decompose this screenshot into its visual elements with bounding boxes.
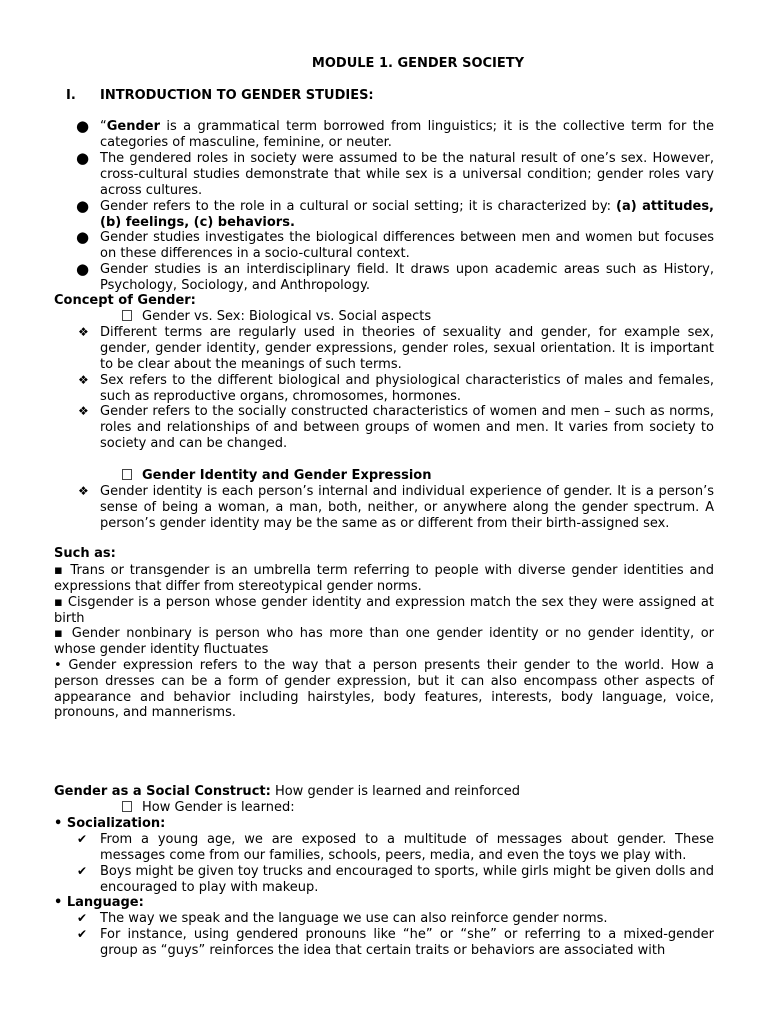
checkbox-square-icon	[122, 469, 132, 480]
subheading-identity: Gender Identity and Gender Expression	[122, 468, 622, 484]
section-title: INTRODUCTION TO GENDER STUDIES:	[100, 88, 374, 103]
language-heading: • Language:	[54, 895, 144, 910]
diamond-bullet-icon: ❖	[78, 325, 89, 339]
identity-item-trans: ▪ Trans or transgender is an umbrella term referring to people with diverse gender identities and expressions that differ from stereotypical gender norms.	[54, 563, 714, 594]
socialization-point-1: From a young age, we are exposed to a multitude of messages about gender. These messages come from our families, schools, peers, media, and even the toys we play with.	[100, 832, 714, 863]
identity-item-cisgender: ▪ Cisgender is a person whose gender identity and expression match the sex they were assigned at birth	[54, 595, 714, 626]
concept-point-1: Different terms are regularly used in theories of sexuality and gender, for example sex, gender, gender identity, gender expressions, gender roles, sexual orientation. It is important to be clear about the meanings of such terms.	[100, 325, 714, 372]
subheading-gender-vs-sex: Gender vs. Sex: Biological vs. Social aspects	[122, 309, 622, 325]
subheading-how-learned: How Gender is learned:	[122, 800, 622, 816]
section-number: I.	[66, 88, 76, 103]
bullet-dot-icon: ●	[76, 228, 90, 246]
concept-heading: Concept of Gender:	[54, 293, 196, 308]
socialization-point-2: Boys might be given toy trucks and encouraged to sports, while girls might be given dolls and encouraged to play with makeup.	[100, 864, 714, 895]
bullet-dot-icon: ●	[76, 117, 90, 135]
diamond-bullet-icon: ❖	[78, 373, 89, 387]
construct-heading: Gender as a Social Construct: How gender is learned and reinforced	[54, 784, 520, 799]
bullet-dot-icon: ●	[76, 260, 90, 278]
identity-point-1: Gender identity is each person’s internal and individual experience of gender. It is a person’s sense of being a woman, a man, both, neither, or anywhere along the gender spectrum. A person’s gender identity may be the same as or different from their birth-assigned sex.	[100, 484, 714, 531]
checkbox-square-icon	[122, 801, 132, 812]
intro-bullet-2: The gendered roles in society were assumed to be the natural result of one’s sex. However, cross-cultural studies demonstrate that while sex is a universal condition; gender roles vary across cultures.	[100, 151, 714, 198]
language-point-1: The way we speak and the language we use can also reinforce gender norms.	[100, 911, 608, 926]
gender-expression-paragraph: • Gender expression refers to the way that a person presents their gender to the world. How a person dresses can be a form of gender expression, but it can also encompass other aspects of appearance and behavior including hairstyles, body features, interests, body language, voice, pronouns, and mannerisms.	[54, 658, 714, 721]
bullet-dot-icon: ●	[76, 149, 90, 167]
such-as-heading: Such as:	[54, 546, 116, 561]
socialization-heading: • Socialization:	[54, 816, 166, 831]
language-point-2: For instance, using gendered pronouns like “he” or “she” or referring to a mixed-gender group as “guys” reinforces the idea that certain traits or behaviors are associated with	[100, 927, 714, 958]
checkbox-square-icon	[122, 310, 132, 321]
diamond-bullet-icon: ❖	[78, 404, 89, 418]
checkmark-icon: ✔	[77, 927, 88, 941]
intro-bullet-3: Gender refers to the role in a cultural or social setting; it is characterized by: (a) attitudes, (b) feelings, (c) behaviors.	[100, 199, 714, 230]
checkmark-icon: ✔	[77, 832, 88, 846]
identity-item-nonbinary: ▪ Gender nonbinary is person who has more than one gender identity or no gender identity, or whose gender identity fluctuates	[54, 626, 714, 657]
bullet-dot-icon: ●	[76, 197, 90, 215]
checkmark-icon: ✔	[77, 911, 88, 925]
intro-bullet-1: “Gender is a grammatical term borrowed from linguistics; it is the collective term for the categories of masculine, feminine, or neuter.	[100, 119, 714, 150]
diamond-bullet-icon: ❖	[78, 484, 89, 498]
intro-bullet-5: Gender studies is an interdisciplinary field. It draws upon academic areas such as History, Psychology, Sociology, and Anthropology.	[100, 262, 714, 293]
page-title: MODULE 1. GENDER SOCIETY	[311, 56, 525, 71]
intro-bullet-4: Gender studies investigates the biological differences between men and women but focuses on these differences in a socio-cultural context.	[100, 230, 714, 261]
section-heading	[66, 88, 374, 104]
checkmark-icon: ✔	[77, 864, 88, 878]
concept-point-3: Gender refers to the socially constructed characteristics of women and men – such as norms, roles and relationships of and between groups of women and men. It varies from society to society and can be changed.	[100, 404, 714, 451]
concept-point-2: Sex refers to the different biological and physiological characteristics of males and females, such as reproductive organs, chromosomes, hormones.	[100, 373, 714, 404]
